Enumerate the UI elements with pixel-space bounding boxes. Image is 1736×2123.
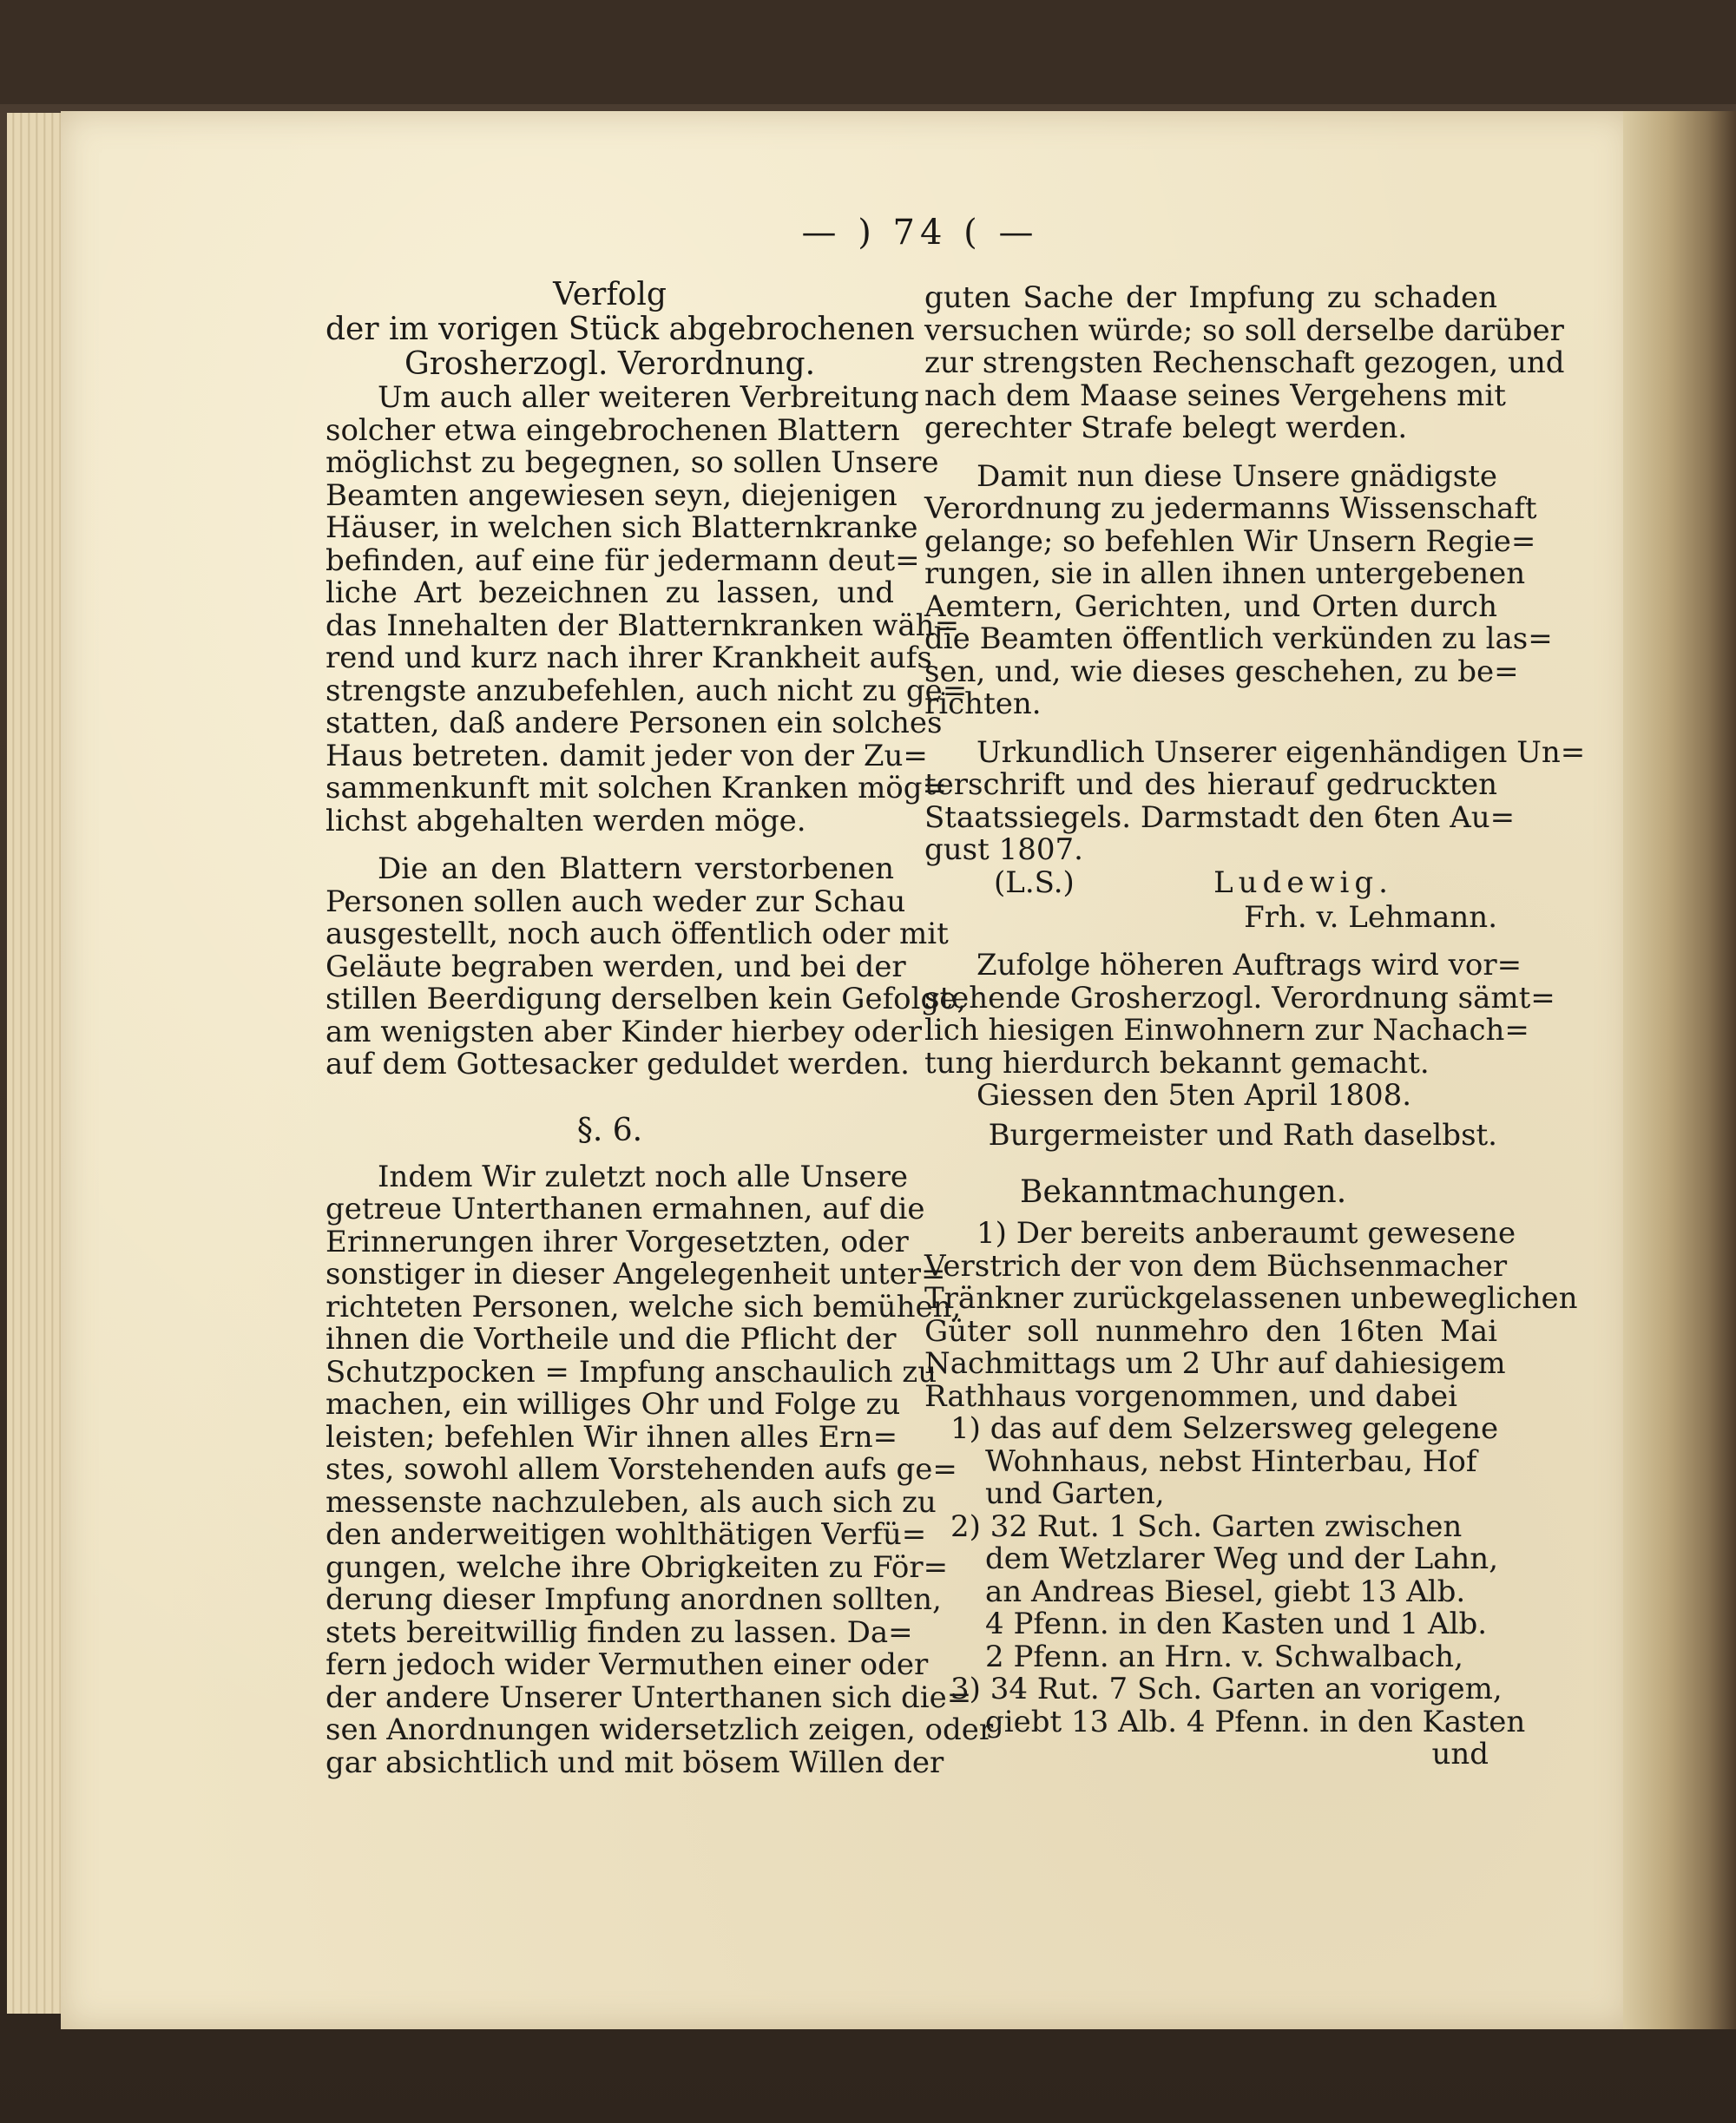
list-item: 3) 34 Rut. 7 Sch. Garten an vorigem,: [950, 1672, 1503, 1706]
text-line: lichst abgehalten werden möge.: [326, 803, 806, 838]
book-gutter: [1623, 111, 1736, 2029]
text-line: Um auch aller weiteren Verbreitung: [378, 380, 919, 415]
text-line: gust 1807.: [924, 832, 1083, 867]
text-line: richteten Personen, welche sich bemühen,: [326, 1289, 962, 1324]
text-line: stillen Beerdigung derselben kein Gefolge,: [326, 982, 967, 1016]
text-line: solcher etwa eingebrochenen Blattern: [326, 412, 900, 448]
text-line: statten, daß andere Personen ein solches: [326, 706, 943, 740]
text-line: den anderweitigen wohlthätigen Verfü=: [326, 1517, 927, 1552]
text-line: Haus betreten. damit jeder von der Zu=: [326, 738, 928, 773]
text-line: Beamten angewiesen seyn, diejenigen: [326, 477, 898, 513]
text-line: derung dieser Impfung anordnen sollten,: [326, 1582, 942, 1617]
text-line: stes, sowohl allem Vorstehenden aufs ge=: [326, 1452, 957, 1487]
text-line: Tränkner zurückgelassenen unbeweglichen: [924, 1281, 1578, 1316]
page-number-header: — ) 74 ( —: [801, 213, 1039, 253]
text-line: leisten; befehlen Wir ihnen alles Ern=: [326, 1419, 898, 1455]
countersignature: Frh. v. Lehmann.: [1244, 899, 1497, 935]
text-line: Güter soll nunmehro den 16ten Mai: [924, 1313, 1497, 1349]
text-line: tung hierdurch bekannt gemacht.: [924, 1045, 1430, 1081]
text-line: Personen sollen auch weder zur Schau: [326, 884, 906, 919]
text-line: der andere Unserer Unterthanen sich die=: [326, 1679, 972, 1715]
section-heading: §. 6.: [576, 1112, 643, 1148]
text-line: sen, und, wie dieses geschehen, zu be=: [924, 654, 1519, 689]
list-item: giebt 13 Alb. 4 Pfenn. in den Kasten: [985, 1704, 1526, 1739]
text-line: ausgestellt, noch auch öffentlich oder mit: [326, 917, 949, 951]
text-line: Erinnerungen ihrer Vorgesetzten, oder: [326, 1224, 909, 1259]
text-line: nach dem Maase seines Vergehens mit: [924, 378, 1506, 413]
title-line: der im vorigen Stück abgebrochenen: [326, 312, 915, 347]
text-line: gar absichtlich und mit bösem Willen der: [326, 1745, 944, 1780]
right-column: [924, 280, 1586, 1771]
text-line: rungen, sie in allen ihnen untergebenen: [924, 556, 1526, 591]
text-line: stets bereitwillig finden zu lassen. Da=: [326, 1614, 913, 1650]
text-line: versuchen würde; so soll derselbe darüber: [924, 312, 1564, 348]
title-line: Grosherzogl. Verordnung.: [404, 346, 816, 382]
list-item: 1) das auf dem Selzersweg gelegene: [950, 1411, 1499, 1446]
text-line: ihnen die Vortheile und die Pflicht der: [326, 1322, 897, 1357]
text-line: befinden, auf eine für jedermann deut=: [326, 542, 920, 578]
text-line: Häuser, in welchen sich Blatternkranke: [326, 510, 918, 545]
text-line: lich hiesigen Einwohnern zur Nachach=: [924, 1013, 1529, 1048]
seal-signature-line: [924, 864, 1497, 902]
text-line: Zufolge höheren Auftrags wird vor=: [976, 948, 1522, 983]
text-line: terschrift und des hierauf gedruckten: [924, 767, 1497, 802]
text-line: Verordnung zu jedermanns Wissenschaft: [924, 491, 1537, 526]
text-line: getreue Unterthanen ermahnen, auf die: [326, 1192, 925, 1226]
text-line: richten.: [924, 687, 1042, 721]
text-line: Urkundlich Unserer eigenhändigen Un=: [976, 734, 1586, 770]
text-line: sen Anordnungen widersetzlich zeigen, oder: [326, 1712, 994, 1747]
text-line: Verstrich der von dem Büchsenmacher: [924, 1248, 1508, 1284]
text-line: zur strengsten Rechenschaft gezogen, und: [924, 345, 1565, 380]
text-line: gerechter Strafe belegt werden.: [924, 411, 1408, 445]
text-line: Damit nun diese Unsere gnädigste: [976, 458, 1497, 494]
text-line: am wenigsten aber Kinder hierbey oder: [326, 1014, 923, 1049]
text-line: sonstiger in dieser Angelegenheit unter=: [326, 1257, 946, 1292]
text-line: Schutzpocken = Impfung anschaulich zu: [326, 1354, 937, 1390]
text-line: 1) Der bereits anberaumt gewesene: [976, 1216, 1516, 1251]
text-line: strengste anzubefehlen, auch nicht zu ge=: [326, 673, 968, 708]
text-line: Aemtern, Gerichten, und Orten durch: [924, 588, 1497, 624]
text-line: fern jedoch wider Vermuthen einer oder: [326, 1647, 929, 1682]
text-line: möglichst zu begegnen, so sollen Unsere: [326, 445, 939, 480]
text-line: rend und kurz nach ihrer Krankheit aufs: [326, 641, 932, 675]
place-date: Giessen den 5ten April 1808.: [976, 1078, 1412, 1113]
text-line: gelange; so befehlen Wir Unsern Regie=: [924, 523, 1536, 559]
text-line: liche Art bezeichnen zu lassen, und: [326, 575, 894, 610]
list-item: Wohnhaus, nebst Hinterbau, Hof: [985, 1443, 1477, 1479]
announcements-heading: Bekanntmachungen.: [1020, 1174, 1347, 1210]
seal-mark: (L.S.): [994, 864, 1075, 900]
text-line: die Beamten öffentlich verkünden zu las=: [924, 621, 1553, 656]
list-item: an Andreas Biesel, giebt 13 Alb.: [985, 1574, 1466, 1609]
text-line: Staatssiegels. Darmstadt den 6ten Au=: [924, 799, 1516, 835]
list-item: und Garten,: [985, 1476, 1165, 1511]
catchword: und: [1431, 1737, 1489, 1771]
text-line: gungen, welche ihre Obrigkeiten zu För=: [326, 1549, 949, 1585]
list-item: 2 Pfenn. an Hrn. v. Schwalbach,: [985, 1639, 1463, 1674]
text-line: Indem Wir zuletzt noch alle Unsere: [378, 1159, 908, 1194]
signature: Ludewig.: [1213, 864, 1393, 900]
text-line: Nachmittags um 2 Uhr auf dahiesigem: [924, 1346, 1506, 1381]
list-item: 2) 32 Rut. 1 Sch. Garten zwischen: [950, 1508, 1463, 1544]
text-line: Rathhaus vorgenommen, und dabei: [924, 1378, 1457, 1414]
title-line: Verfolg: [553, 277, 667, 312]
text-line: messenste nachzuleben, als auch sich zu: [326, 1484, 937, 1520]
list-item: dem Wetzlarer Weg und der Lahn,: [985, 1541, 1499, 1576]
authority: Burgermeister und Rath daselbst.: [988, 1117, 1497, 1153]
text-line: sammenkunft mit solchen Kranken mög=: [326, 771, 948, 805]
text-line: Geläute begraben werden, und bei der: [326, 949, 906, 984]
text-line: stehende Grosherzogl. Verordnung sämt=: [924, 980, 1555, 1015]
text-line: guten Sache der Impfung zu schaden: [924, 280, 1497, 315]
list-item: 4 Pfenn. in den Kasten und 1 Alb.: [985, 1607, 1488, 1641]
text-line: das Innehalten der Blatternkranken wäh=: [326, 608, 960, 643]
text-line: Die an den Blattern verstorbenen: [378, 851, 894, 886]
text-line: machen, ein williges Ohr und Folge zu: [326, 1387, 901, 1422]
text-line: auf dem Gottesacker geduldet werden.: [326, 1047, 910, 1081]
